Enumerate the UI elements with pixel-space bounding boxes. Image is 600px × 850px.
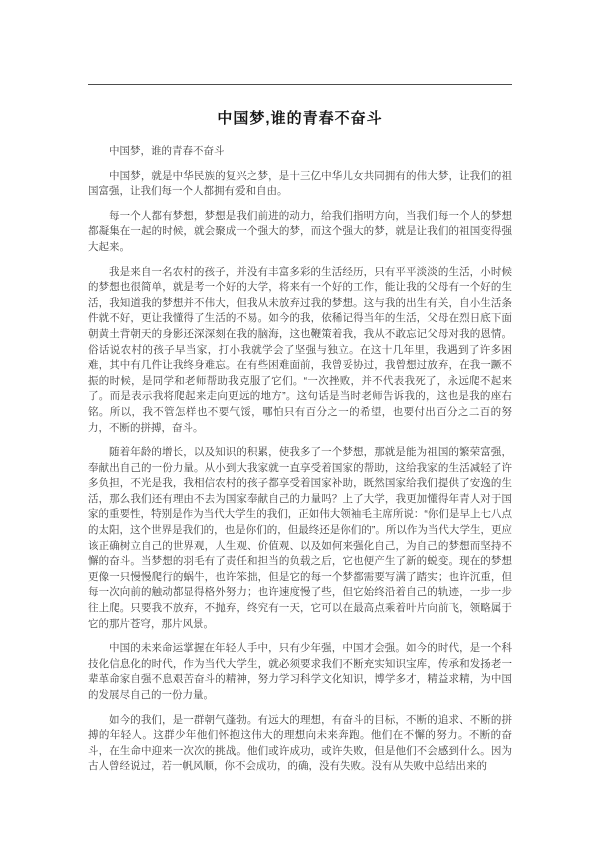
paragraph: 随着年龄的增长，以及知识的积累，使我多了一个梦想，那就是能为祖国的繁荣富强，奉献出自己的一份力量。从小到大我家就一直享受着国家的帮助，这给我家的生活减轻了许多负担，不光是我，我相信农村的孩子都享受着国家补助，既然国家给我们提供了安逸的生活，那么我们还有理由不去为国家奉献自己的力量吗？上了大学，我更加懂得年青人对于国家的重要性，特别是作为当代大学生的我们，正如伟大领袖毛主席所说：“你们是早上七八点的太阳，这个世界是我们的，也是你们的，但最终还是你们的”。所以作为当代大学生，更应该正确树立自己的世界观，人生观、价值观、以及如何来强化自己，为自己的梦想而坚持不懈的奋斗。当梦想的羽毛有了责任和担当的负载之后，它也便产生了新的蜕变。现在的梦想更像一只慢慢爬行的蜗牛，也许笨拙，但是它的每一个梦都需要写满了踏实；也许沉重，但每一次向前的触动都显得格外努力；也许速度慢了些，但它始终沿着自己的轨迹，一步一步往上爬。只要我不放弃，不抛弃，终究有一天，它可以在最高点乘着叶片向前飞，领略属于它的那片苍穹，那片风景。 (88, 446, 512, 630)
paragraph: 中国梦，就是中华民族的复兴之梦，是十三亿中华儿女共同拥有的伟大梦，让我们的祖国富强，让我们每一个人都拥有爱和自由。 (88, 169, 512, 198)
paragraph: 我是来自一名农村的孩子，并没有丰富多彩的生活经历，只有平平淡淡的生活，小时候的梦想也很简单，就是考一个好的大学，将来有一个好的工作，能让我的父母有一个好的生活，我知道我的梦想并不伟大，但我从未放弃过我的梦想。这与我的出生有关，自小生活条件就不好，更让我懂得了生活的不易。如今的我，依稀记得当年的生活，父母在烈日底下面朝黄土背朝天的身影还深深刻在我的脑海，这也鞭策着我，我从不敢忘记父母对我的恩情。俗话说农村的孩子早当家，打小我就学会了坚强与独立。在这十几年里，我遇到了许多困难，其中有几件让我终身难忘。在有些困难面前，我曾妥协过，我曾想过放弃，在我一蹶不振的时候，是同学和老师帮助我克服了它们。“一次挫败，并不代表我死了，永远爬不起来了。而是表示我将爬起来走向更远的地方”。这句话是当时老师告诉我的，这也是我的座右铭。所以，我不管怎样也不要气馁，哪怕只有百分之一的希望，也要付出百分之二百的努力，不断的拼搏，奋斗。 (88, 265, 512, 434)
document-body (88, 144, 512, 775)
header-divider (88, 84, 512, 85)
paragraph: 中国梦，谁的青春不奋斗 (109, 145, 225, 157)
paragraph: 如今的我们，是一群朝气蓬勃。有远大的理想，有奋斗的目标，不断的追求、不断的拼搏的年轻人。这群少年他们怀抱这伟大的理想向未来奔跑。他们在不懈的努力。不断的奋斗，在生命中迎来一次次的挑战。他们或许成功，或许失败，但是他们不会感到什么。因为古人曾经说过，若一帆风顺，你不会成功，的确，没有失败。没有从失败中总结出来的 (88, 713, 512, 773)
document-title: 中国梦,谁的青春不奋斗 (217, 110, 383, 127)
paragraph: 每一个人都有梦想，梦想是我们前进的动力，给我们指明方向，当我们每一个人的梦想都凝集在一起的时候，就会聚成一个强大的梦，而这个强大的梦，就是让我们的祖国变得强大起来。 (88, 209, 512, 253)
paragraph: 中国的未来命运掌握在年轻人手中，只有少年强，中国才会强。如今的时代，是一个科技化信息化的时代，作为当代大学生，就必须要求我们不断充实知识宝库，传承和发扬老一辈革命家自强不息艰苦奋斗的精神，努力学习科学文化知识，博学多才，精益求精，为中国的发展尽自己的一份力量。 (88, 642, 512, 701)
